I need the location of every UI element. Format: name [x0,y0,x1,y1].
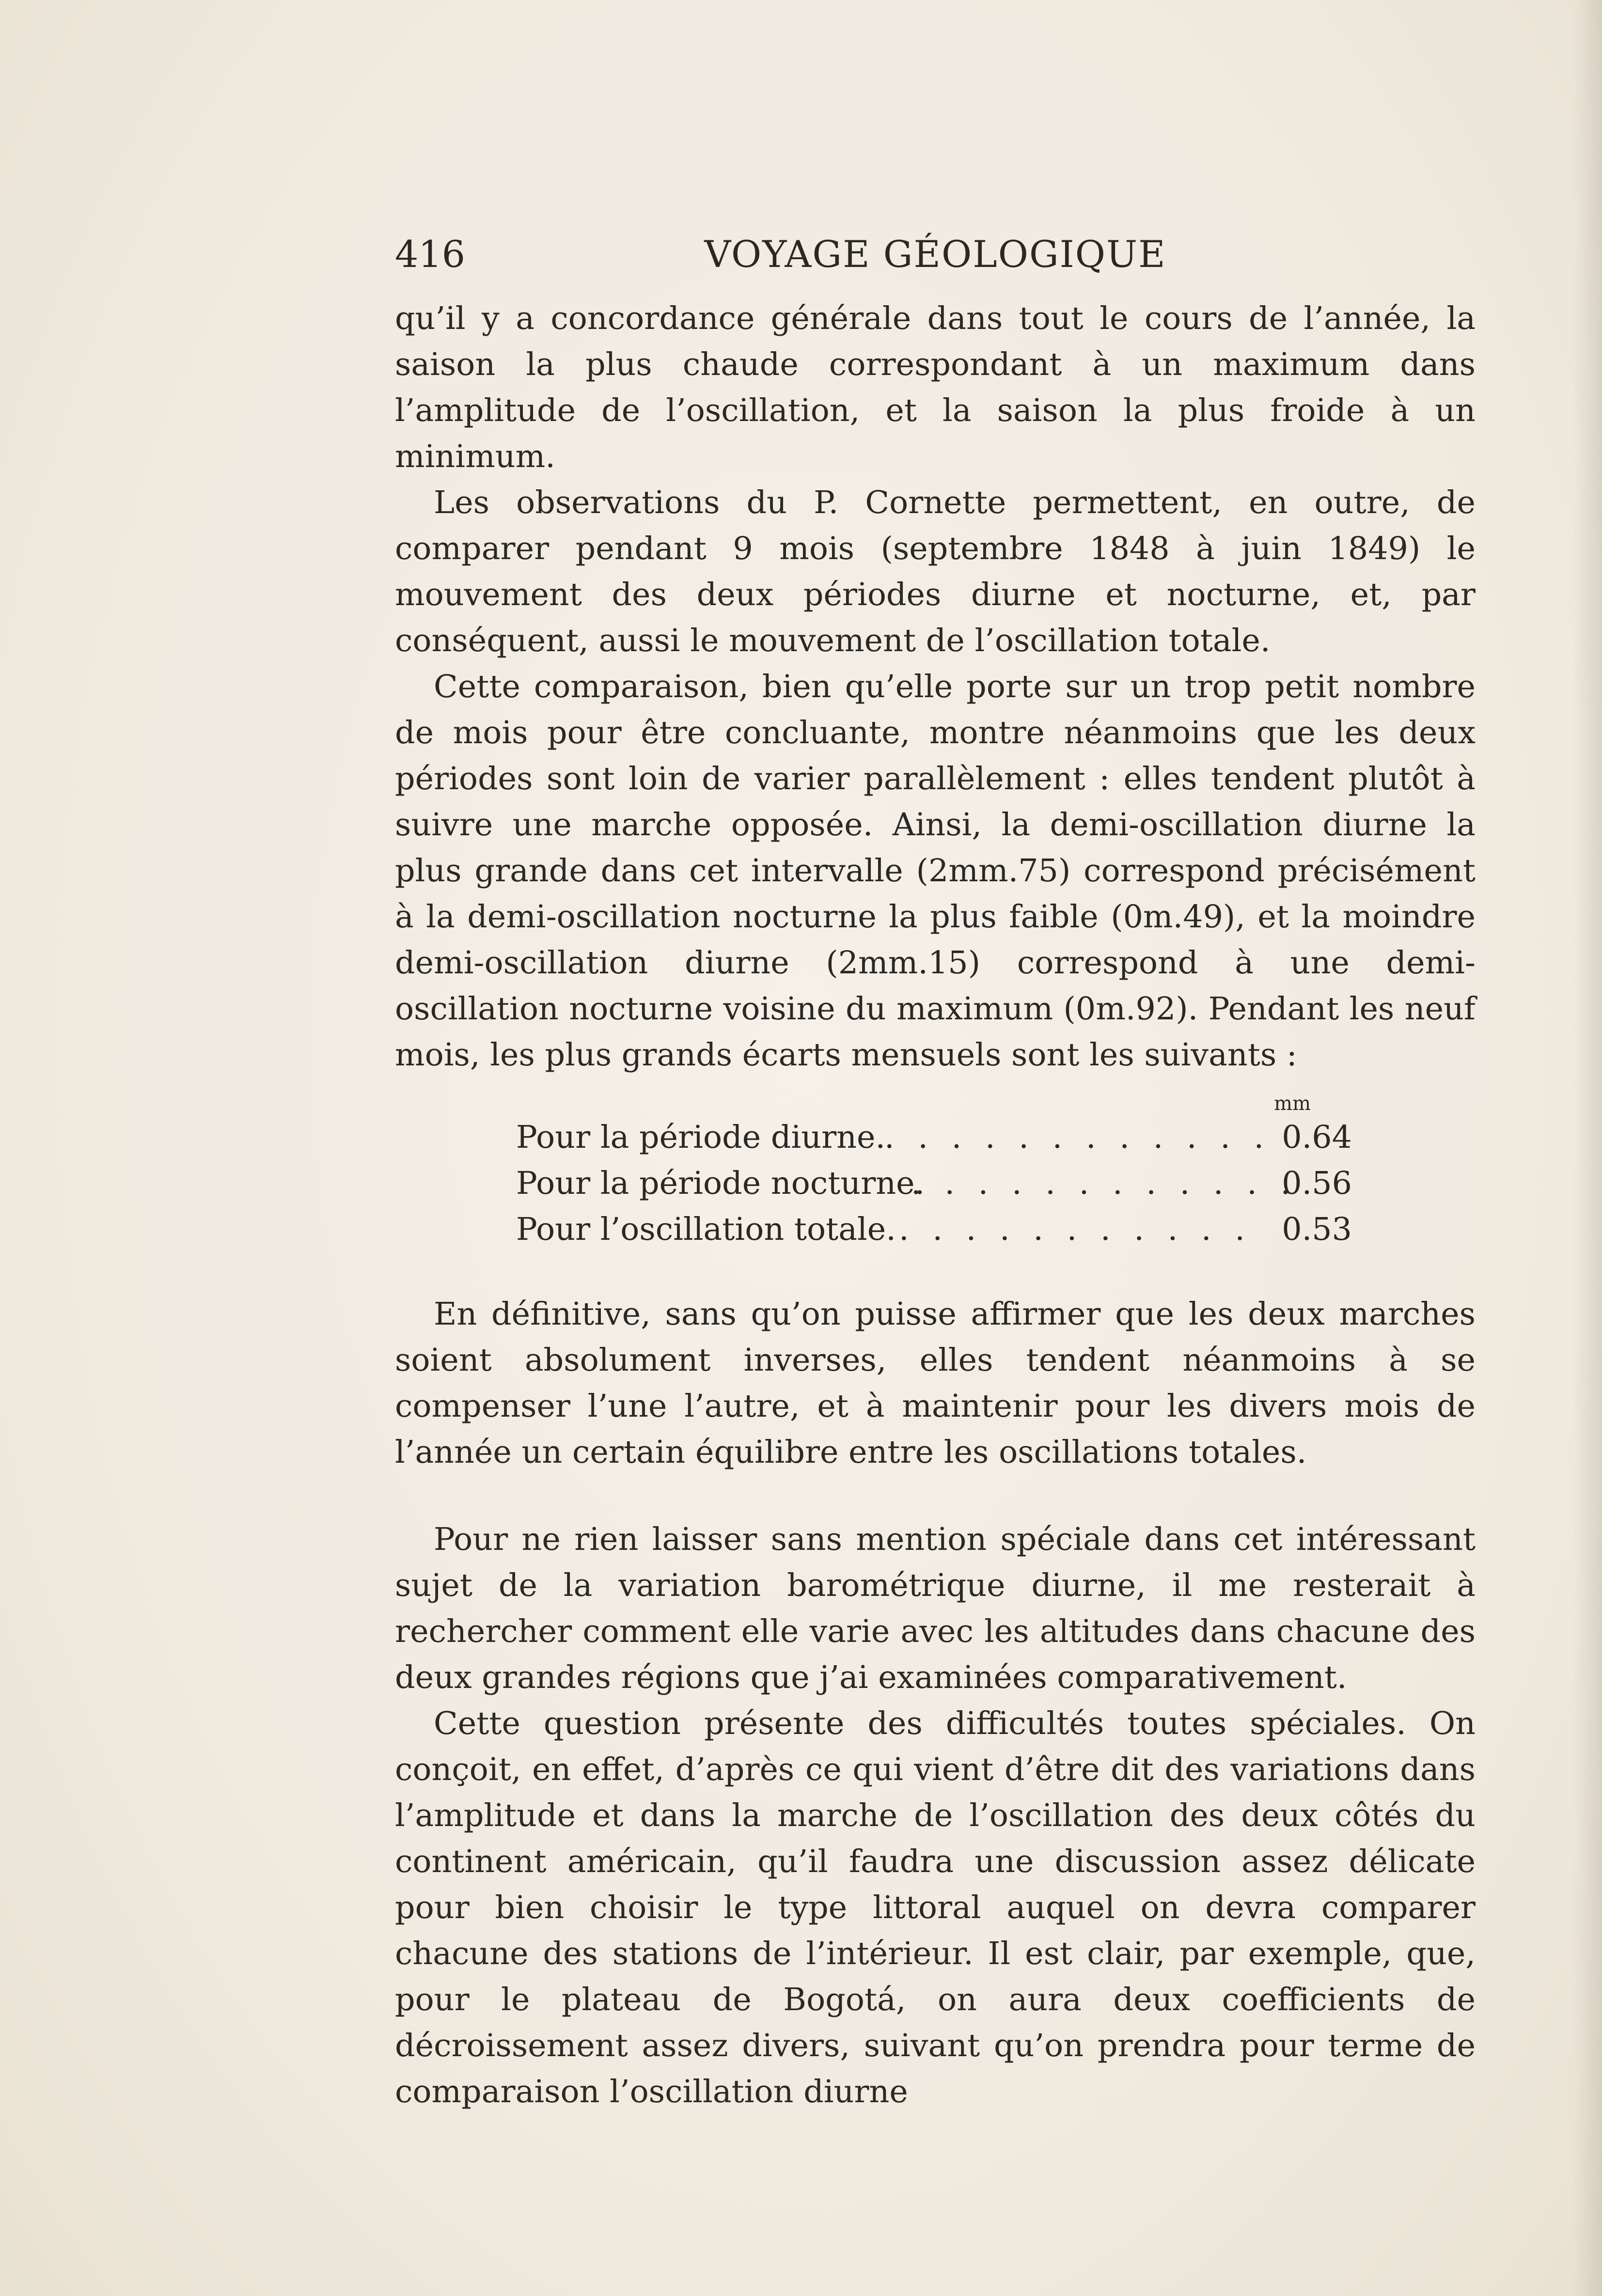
paragraph-5: Pour ne rien laisser sans mention spéciale dans cet intéressant sujet de la variation barométrique diurne, il me resterait à rechercher comment elle varie avec les altitudes dans chacune des deux grandes régions que j’ai examinées comparativement. [395,1521,1476,1696]
running-title: VOYAGE GÉOLOGIQUE [704,233,1166,276]
paragraph-3: Cette comparaison, bien qu’elle porte sur un trop petit nombre de mois pour être concluante, montre néanmoins que les deux périodes sont loin de varier parallèlement : elles tendent plutôt à suivre une marche opposée. Ainsi, la demi-oscillation diurne la plus grande dans cet intervalle (2mm.75) correspond précisément à la demi-oscillation nocturne la plus faible (0m.49), et la moindre demi-oscillation diurne (2mm.15) correspond à une demi-oscillation nocturne voisine du maximum (0m.92). Pendant les neuf mois, les plus grands écarts mensuels sont les suivants : [395,669,1476,1073]
paragraph-6: Cette question présente des difficultés toutes spéciales. On conçoit, en effet, d’après ce qui vient d’être dit des variations dans l’amplitude et dans la marche de l’oscillation des deux côtés du continent américain, qu’il faudra une discussion assez délicate pour bien choisir le type littoral auquel on devra comparer chacune des stations de l’intérieur. Il est clair, par exemple, que, pour le plateau de Bogotá, on aura deux coefficients de décroissement assez divers, suivant qu’on prendra pour terme de comparaison l’oscillation diurne [395,1705,1476,2110]
row-value: 0.53 [1282,1211,1352,1248]
paragraph-1: qu’il y a concordance générale dans tout le cours de l’année, la saison la plus chaude correspondant à un maximum dans l’amplitude de l’oscillation, et la saison la plus froide à un minimum. [395,300,1476,475]
table-row [395,1114,1476,1160]
row-label: Pour l’oscillation totale. [516,1211,896,1248]
row-value: 0.64 [1282,1119,1352,1156]
page-edge-shadow [1573,0,1602,2296]
paragraph-4: En définitive, sans qu’on puisse affirmer que les deux marches soient absolument inverses, elles tendent néanmoins à se compenser l’une l’autre, et à maintenir pour les divers mois de l’année un certain équilibre entre les oscillations totales. [395,1296,1476,1470]
unit-label: mm [1274,1093,1311,1115]
row-label: Pour la période nocturne. [516,1165,925,1202]
table-row [395,1160,1476,1206]
dot-leader: . . . . . . . . . . . . [911,1165,1298,1202]
page-header [395,233,1476,281]
dot-leader: . . . . . . . . . . . . [884,1119,1271,1156]
table-row [395,1206,1476,1252]
row-label: Pour la période diurne. [516,1119,886,1156]
dot-leader: . . . . . . . . . . . [899,1211,1252,1248]
body-text [395,296,1476,2115]
row-value: 0.56 [1282,1165,1352,1202]
paragraph-2: Les observations du P. Cornette permettent, en outre, de comparer pendant 9 mois (septembre 1848 à juin 1849) le mouvement des deux périodes diurne et nocturne, et, par conséquent, aussi le mouvement de l’oscillation totale. [395,484,1476,659]
page-number: 416 [395,233,466,276]
deviation-table [395,1085,1476,1252]
